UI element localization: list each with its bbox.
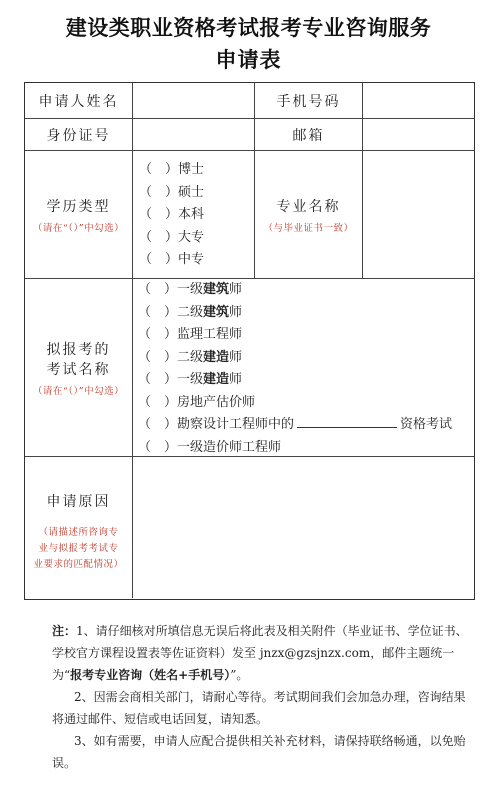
id-number-field[interactable] xyxy=(133,119,254,150)
major-label-cell xyxy=(255,151,362,278)
exam-option-second-architect[interactable]: （ ）二级建筑师 xyxy=(138,304,243,320)
form-title: 建设类职业资格考试报考专业咨询服务 xyxy=(65,16,432,40)
exam-options xyxy=(138,279,452,459)
education-option-master[interactable]: （ ）硕士 xyxy=(139,184,205,200)
form-subtitle: 申请表 xyxy=(215,48,282,72)
education-hint: （请在“（）”中勾选） xyxy=(32,222,125,234)
exam-option-first-constructor[interactable]: （ ）一级建造师 xyxy=(138,372,243,387)
reason-label-cell xyxy=(25,457,132,598)
id-label-cell xyxy=(25,119,132,150)
exam-option-cost-engineer[interactable]: （ ）一级造价师工程师 xyxy=(138,439,282,455)
education-option-doctor[interactable]: （ ）博士 xyxy=(139,162,205,177)
applicant-name-field[interactable] xyxy=(133,83,254,118)
note-1: 注：1、请仔细核对所填信息无误后将此表及相关附件（毕业证书、学位证书、学校官方课程设置表等佐证资料）发至 jnzx@gzsjnzx.com，邮件主题统一为“报考专业咨询（姓名+手机号）”。 xyxy=(52,624,468,682)
major-field[interactable] xyxy=(363,151,474,278)
reason-hint: （请描述所咨询专 业与拟报考考试专 业要求的匹配情况） xyxy=(33,527,124,570)
major-hint: （与毕业证书一致） xyxy=(263,222,354,234)
exam-label-line1: 拟报考的 xyxy=(46,341,111,358)
reason-field[interactable] xyxy=(133,457,474,598)
education-options xyxy=(139,159,204,272)
phone-field[interactable] xyxy=(363,83,474,118)
exam-option-supervision-engineer[interactable]: （ ）监理工程师 xyxy=(138,327,243,342)
id-number-label: 身份证号 xyxy=(46,127,111,144)
exam-option-survey-design[interactable]: （ ）勘察设计工程师中的 资格考试 xyxy=(138,417,453,432)
notes-section xyxy=(52,620,470,774)
application-form-table xyxy=(24,82,475,600)
major-label: 专业名称 xyxy=(276,198,341,215)
exam-hint: （请在“（）”中勾选） xyxy=(32,385,125,397)
exam-option-real-estate-appraiser[interactable]: （ ）房地产估价师 xyxy=(138,394,256,410)
exam-label-cell xyxy=(25,279,132,456)
applicant-name-label-cell xyxy=(25,83,132,118)
survey-design-blank[interactable] xyxy=(297,415,397,428)
education-label-cell xyxy=(25,151,132,278)
email-label: 邮箱 xyxy=(292,127,325,144)
applicant-name-label: 申请人姓名 xyxy=(38,93,119,110)
email-field[interactable] xyxy=(363,119,474,150)
email-label-cell xyxy=(255,119,362,150)
exam-option-first-architect[interactable]: （ ）一级建筑师 xyxy=(138,282,243,297)
education-option-college[interactable]: （ ）大专 xyxy=(139,229,205,245)
education-label: 学历类型 xyxy=(46,198,111,215)
exam-option-second-constructor[interactable]: （ ）二级建造师 xyxy=(138,349,243,365)
reason-label: 申请原因 xyxy=(46,494,111,510)
note-3: 3、如有需要，申请人应配合提供相关补充材料，请保持联络畅通，以免贻误。 xyxy=(52,734,466,770)
note-2: 2、因需会商相关部门，请耐心等待。考试期间我们会加急办理，咨询结果将通过邮件、短信或电话回复，请知悉。 xyxy=(52,690,466,726)
education-option-secondary[interactable]: （ ）中专 xyxy=(139,252,205,267)
phone-label-cell xyxy=(255,83,362,118)
exam-label-line2: 考试名称 xyxy=(46,361,111,378)
education-option-bachelor[interactable]: （ ）本科 xyxy=(139,207,205,222)
phone-label: 手机号码 xyxy=(276,93,341,110)
